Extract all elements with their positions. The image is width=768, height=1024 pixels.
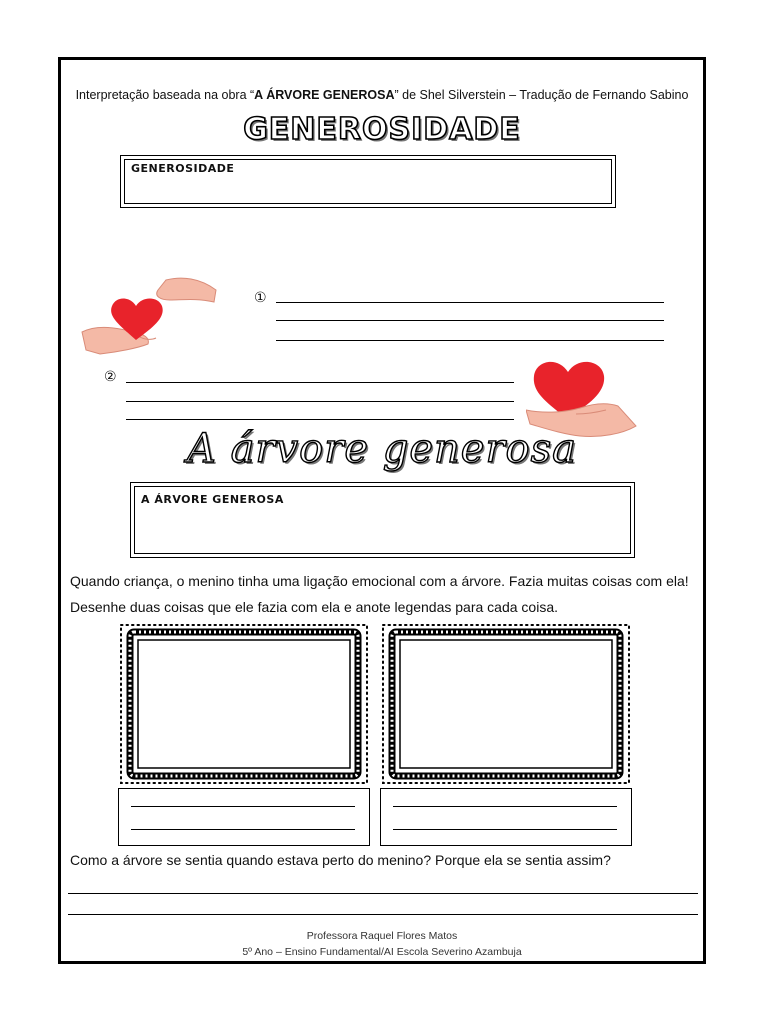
answer-line[interactable] <box>126 401 514 402</box>
caption-line[interactable] <box>393 829 617 830</box>
caption-box-1[interactable] <box>118 788 370 846</box>
answer-line[interactable] <box>126 419 514 420</box>
answer-line[interactable] <box>68 914 698 915</box>
activity-instruction: Quando criança, o menino tinha uma ligação emocional com a árvore. Fazia muitas coisas com ela! Desenhe duas coisas que ele fazia com ela e anote legendas para cada coisa. <box>70 573 689 615</box>
generosidade-definition-box[interactable] <box>120 155 616 208</box>
arvore-generosa-summary-box[interactable] <box>130 482 635 558</box>
item-number-1: ① <box>254 290 267 306</box>
caption-line[interactable] <box>131 829 355 830</box>
footer <box>60 928 704 960</box>
arvore-box-label: A ÁRVORE GENEROSA <box>141 493 284 506</box>
hands-giving-heart-icon <box>78 268 220 360</box>
reflection-question: Como a árvore se sentia quando estava perto do menino? Porque ela se sentia assim? <box>70 852 611 868</box>
answer-line[interactable] <box>276 340 664 341</box>
attribution-prefix: Interpretação baseada na obra “ <box>75 88 255 102</box>
footer-teacher: Professora Raquel Flores Matos <box>306 930 458 942</box>
footer-school: 5º Ano – Ensino Fundamental/AI Escola Severino Azambuja <box>242 946 522 958</box>
answer-line[interactable] <box>68 893 698 894</box>
drawing-frame-2[interactable] <box>380 622 632 786</box>
drawing-frame-1[interactable] <box>118 622 370 786</box>
section-title-arvore-generosa: A árvore generosa <box>186 426 578 472</box>
attribution-suffix: ” de Shel Silverstein – Tradução de Fernando Sabino <box>394 88 689 102</box>
caption-box-2[interactable] <box>380 788 632 846</box>
answer-line[interactable] <box>276 320 664 321</box>
generosidade-box-label: GENEROSIDADE <box>131 162 235 175</box>
caption-line[interactable] <box>131 806 355 807</box>
answer-line[interactable] <box>276 302 664 303</box>
item-number-2: ② <box>104 369 117 385</box>
section-title-generosidade: GENEROSIDADE <box>243 112 521 147</box>
caption-line[interactable] <box>393 806 617 807</box>
attribution-book-title: A ÁRVORE GENEROSA <box>254 88 395 102</box>
answer-line[interactable] <box>126 382 514 383</box>
attribution-line <box>60 88 704 102</box>
